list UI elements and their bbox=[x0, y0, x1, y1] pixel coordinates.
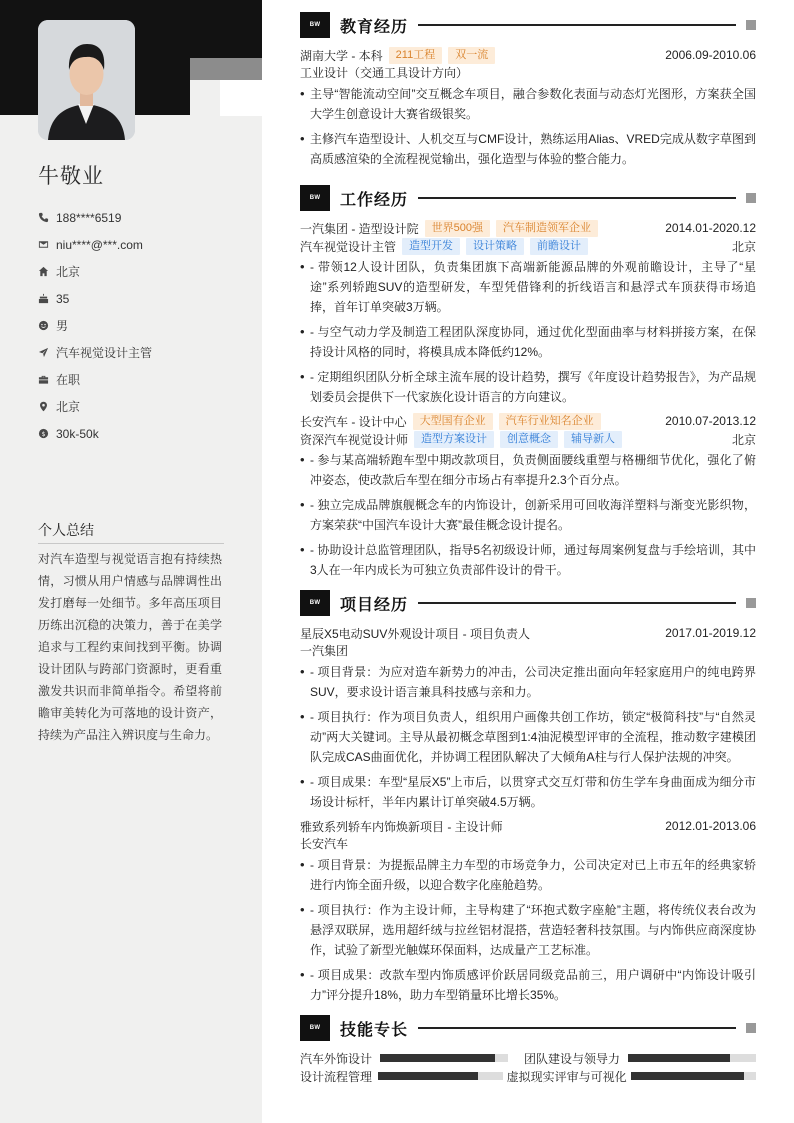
position-tag: 设计策略 bbox=[466, 238, 524, 255]
skill-fill bbox=[631, 1072, 743, 1080]
position-tag: 前瞻设计 bbox=[530, 238, 588, 255]
skill-name: 汽车外饰设计 bbox=[300, 1051, 373, 1066]
section-square bbox=[746, 598, 756, 608]
summary-text: 对汽车造型与视觉语言抱有持续热情，习惯从用户情感与品牌调性出发打磨每一处细节。多年高压项目历练出沉稳的决策力，善于在美学追求与工程约束间找到平衡。协调设计团队与跨部门资源时，更看重激发共识而非简单指令。希望将前瞻审美转化为可落地的设计资产，持续为产品注入辨识度与生命力。 bbox=[38, 552, 222, 742]
list-item: • - 参与某高端轿跑车型中期改款项目，负责侧面腰线重塑与格栅细节优化，强化了俯冲姿态，使改款后车型在细分市场占有率提升2.3个百分点。 bbox=[300, 450, 756, 490]
education-bullets bbox=[300, 84, 756, 169]
school-tag: 211工程 bbox=[389, 47, 443, 64]
skill-bar bbox=[378, 1072, 503, 1080]
job-bullets bbox=[300, 257, 756, 407]
phone-icon bbox=[38, 212, 56, 223]
job-entry bbox=[300, 412, 756, 580]
info-gender-text: 男 bbox=[56, 319, 69, 333]
skills-section bbox=[300, 1013, 756, 1085]
section-badge: BW bbox=[300, 590, 330, 616]
briefcase-icon bbox=[38, 374, 56, 385]
section-square bbox=[746, 193, 756, 203]
info-position bbox=[38, 339, 238, 366]
list-item: • - 项目背景：为提振品牌主力车型的市场竞争力，公司决定对已上市五年的经典家轿进行内饰全面升级，以迎合数字化座舱趋势。 bbox=[300, 855, 756, 895]
project-entry bbox=[300, 624, 756, 812]
projects-section bbox=[300, 588, 756, 1010]
projects-header bbox=[300, 588, 756, 618]
list-item: • - 与空气动力学及制造工程团队深度协同，通过优化型面曲率与材料拼接方案，在保持设计风格的同时，将模具成本降低约12%。 bbox=[300, 322, 756, 362]
info-phone bbox=[38, 204, 238, 231]
list-item: • - 独立完成品牌旗舰概念车的内饰设计，创新采用可回收海洋塑料与渐变光影织物，方案荣获“中国汽车设计大赛”最佳概念设计提名。 bbox=[300, 495, 756, 535]
job-date: 2010.07-2013.12 bbox=[665, 414, 756, 428]
project-name: 星辰X5电动SUV外观设计项目 - 项目负责人 bbox=[300, 626, 531, 641]
info-email bbox=[38, 231, 238, 258]
list-item: • - 带领12人设计团队，负责集团旗下高端新能源品牌的外观前瞻设计，主导了“星途”系列轿跑SUV的造型研发，车型凭借锋利的折线语言和悬浮式车顶获得市场追捧，首年订单突破3万辆。 bbox=[300, 257, 756, 317]
info-location bbox=[38, 393, 238, 420]
job-position-row bbox=[300, 237, 756, 255]
job-position-row bbox=[300, 430, 756, 448]
header-accent-grey bbox=[190, 58, 262, 80]
skill-name: 虚拟现实评审与可视化 bbox=[506, 1069, 627, 1084]
header-accent-white bbox=[220, 80, 262, 116]
work-section bbox=[300, 183, 756, 585]
education-header bbox=[300, 10, 756, 40]
info-salary-text: 30k-50k bbox=[56, 426, 99, 441]
job-city: 北京 bbox=[731, 239, 756, 254]
project-org: 一汽集团 bbox=[300, 644, 349, 658]
skill-bar bbox=[380, 1054, 508, 1062]
info-salary bbox=[38, 420, 238, 447]
list-item: • - 协助设计总监管理团队，指导5名初级设计师，通过每周案例复盘与手绘培训，其中3人在一年内成长为可独立负责部件设计的骨干。 bbox=[300, 540, 756, 580]
education-row bbox=[300, 46, 756, 64]
info-position-text: 汽车视觉设计主管 bbox=[56, 346, 153, 360]
list-item: • 主修汽车造型设计、人机交互与CMF设计，熟练运用Alias、VRED完成从数字草图到高质感渲染的全流程视觉输出，强化造型与体验的整合能力。 bbox=[300, 129, 756, 169]
section-badge: BW bbox=[300, 1015, 330, 1041]
project-entry bbox=[300, 817, 756, 1005]
cake-icon bbox=[38, 293, 56, 304]
work-title: 工作经历 bbox=[340, 191, 409, 209]
job-company: 长安汽车 - 设计中心 bbox=[300, 414, 407, 429]
skill-fill bbox=[628, 1054, 730, 1062]
skill-row bbox=[300, 1067, 756, 1085]
list-item: • - 项目执行：作为项目负责人，组织用户画像共创工作坊，锁定“极简科技”与“自然灵动”两大关键词。主导从最初概念草图到1:4油泥模型评审的全流程，推动数字建模团队完成CAS曲面优化，并协调工程团队解决了大倾角A柱与行人保护法规的冲突。 bbox=[300, 707, 756, 767]
education-date: 2006.09-2010.06 bbox=[665, 48, 756, 62]
info-age-text: 35 bbox=[56, 291, 70, 306]
company-tag: 大型国有企业 bbox=[413, 413, 493, 430]
skills-header bbox=[300, 1013, 756, 1043]
job-position: 汽车视觉设计主管 bbox=[300, 239, 397, 254]
project-name: 雅致系列轿车内饰焕新项目 - 主设计师 bbox=[300, 819, 503, 834]
list-item: • - 定期组织团队分析全球主流车展的设计趋势，撰写《年度设计趋势报告》，为产品规划委员会提供下一代家族化设计语言的方向建议。 bbox=[300, 367, 756, 407]
list-item: • 主导“智能流动空间”交互概念车项目，融合参数化表面与动态灯光图形，方案获全国大学生创意设计大赛省级银奖。 bbox=[300, 84, 756, 124]
info-gender bbox=[38, 312, 238, 339]
education-section bbox=[300, 10, 756, 174]
profile-photo bbox=[38, 20, 135, 140]
position-tag: 辅导新人 bbox=[564, 431, 622, 448]
info-phone-text: 188****6519 bbox=[56, 210, 122, 225]
info-home-text: 北京 bbox=[56, 265, 81, 279]
location-icon bbox=[38, 401, 56, 412]
company-tag: 汽车行业知名企业 bbox=[499, 413, 601, 430]
work-header bbox=[300, 183, 756, 213]
home-icon bbox=[38, 266, 56, 277]
contact-info-list bbox=[38, 204, 238, 447]
position-tag: 造型开发 bbox=[402, 238, 460, 255]
section-divider bbox=[418, 1027, 736, 1029]
email-icon bbox=[38, 239, 56, 250]
list-item: • - 项目成果：改款车型内饰质感评价跃居同级竞品前三，用户调研中“内饰设计吸引力”评分提升18%，助力车型销量环比增长35%。 bbox=[300, 965, 756, 1005]
summary-title: 个人总结 bbox=[38, 520, 224, 544]
project-name-row bbox=[300, 624, 756, 642]
job-entry bbox=[300, 219, 756, 407]
job-city: 北京 bbox=[731, 432, 756, 447]
section-divider bbox=[418, 602, 736, 604]
info-status bbox=[38, 366, 238, 393]
job-date: 2014.01-2020.12 bbox=[665, 221, 756, 235]
skill-name: 设计流程管理 bbox=[300, 1069, 373, 1084]
school-tag: 双一流 bbox=[448, 47, 495, 64]
list-item: • - 项目背景：为应对造车新势力的冲击，公司决定推出面向年轻家庭用户的纯电跨界SUV，要求设计语言兼具科技感与亲和力。 bbox=[300, 662, 756, 702]
project-date: 2012.01-2013.06 bbox=[665, 819, 756, 833]
project-date: 2017.01-2019.12 bbox=[665, 626, 756, 640]
job-bullets bbox=[300, 450, 756, 580]
skills-title: 技能专长 bbox=[340, 1021, 409, 1039]
section-divider bbox=[418, 197, 736, 199]
skill-fill bbox=[378, 1072, 478, 1080]
skill-row bbox=[300, 1049, 756, 1067]
skill-name: 团队建设与领导力 bbox=[524, 1051, 621, 1066]
info-location-text: 北京 bbox=[56, 400, 81, 414]
sidebar bbox=[0, 0, 262, 1123]
position-tag: 创意概念 bbox=[500, 431, 558, 448]
section-badge: BW bbox=[300, 185, 330, 211]
svg-text:$: $ bbox=[41, 429, 46, 438]
candidate-name: 牛敬业 bbox=[38, 165, 104, 188]
gender-icon bbox=[38, 320, 56, 331]
job-company-row bbox=[300, 219, 756, 237]
job-company: 一汽集团 - 造型设计院 bbox=[300, 221, 419, 236]
job-position: 资深汽车视觉设计师 bbox=[300, 432, 409, 447]
project-org: 长安汽车 bbox=[300, 837, 349, 851]
skill-fill bbox=[380, 1054, 495, 1062]
list-item: • - 项目成果：车型“星辰X5”上市后，以贯穿式交互灯带和仿生学车身曲面成为细分市场设计标杆，半年内累计订单突破4.5万辆。 bbox=[300, 772, 756, 812]
info-age bbox=[38, 285, 238, 312]
education-major: 工业设计（交通工具设计方向） bbox=[300, 66, 469, 80]
section-divider bbox=[418, 24, 736, 26]
skill-bar bbox=[631, 1072, 756, 1080]
project-name-row bbox=[300, 817, 756, 835]
project-bullets bbox=[300, 662, 756, 812]
salary-icon bbox=[38, 428, 56, 439]
info-status-text: 在职 bbox=[56, 373, 81, 387]
info-email-text: niu****@***.com bbox=[56, 237, 143, 252]
position-tag: 造型方案设计 bbox=[414, 431, 494, 448]
school-name: 湖南大学 - 本科 bbox=[300, 48, 383, 63]
job-company-row bbox=[300, 412, 756, 430]
section-badge: BW bbox=[300, 12, 330, 38]
section-square bbox=[746, 1023, 756, 1033]
send-icon bbox=[38, 347, 56, 358]
section-square bbox=[746, 20, 756, 30]
skill-bar bbox=[628, 1054, 756, 1062]
company-tag: 世界500强 bbox=[425, 220, 490, 237]
skills-grid bbox=[300, 1049, 756, 1085]
projects-title: 项目经历 bbox=[340, 596, 409, 614]
company-tag: 汽车制造领军企业 bbox=[496, 220, 598, 237]
info-home bbox=[38, 258, 238, 285]
education-title: 教育经历 bbox=[340, 18, 409, 36]
list-item: • - 项目执行：作为主设计师，主导构建了“环抱式数字座舱”主题，将传统仪表台改为悬浮双联屏，选用超纤绒与拉丝铝材混搭，营造轻奢科技氛围。与内饰供应商深度协作，试验了新型光触媒环保面料，达成量产工艺标准。 bbox=[300, 900, 756, 960]
project-bullets bbox=[300, 855, 756, 1005]
